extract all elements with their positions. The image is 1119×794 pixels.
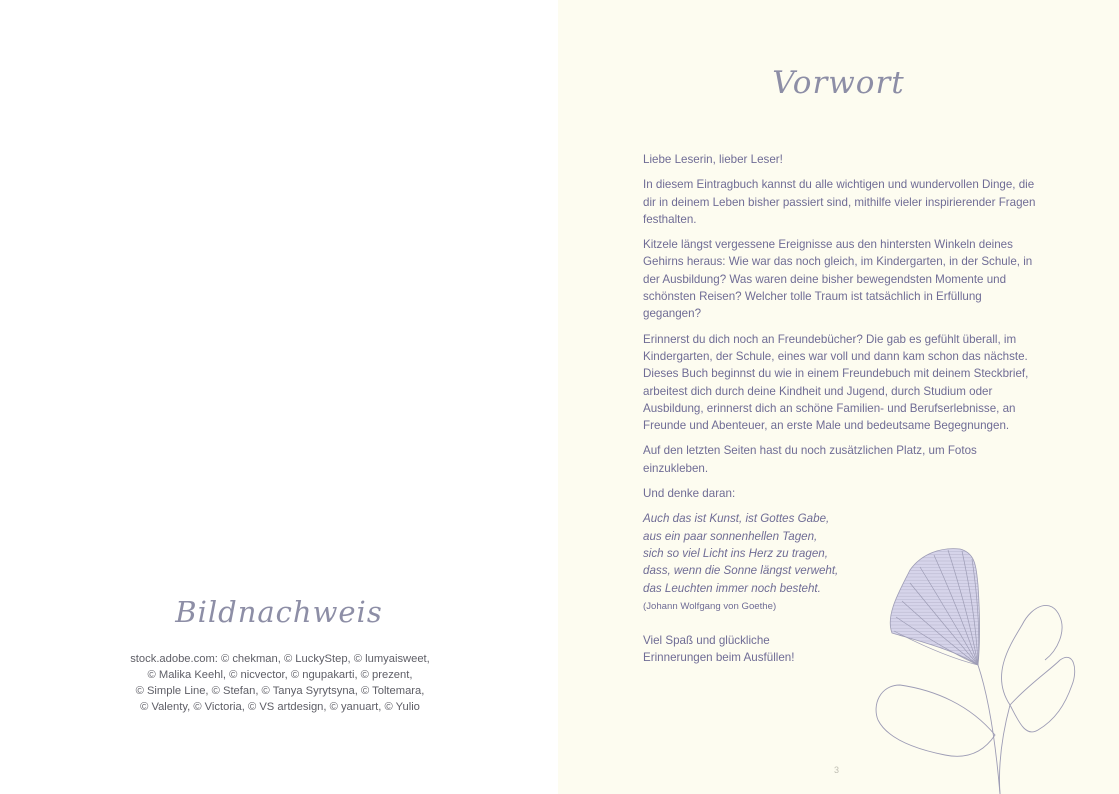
ginkgo-stem (978, 665, 1000, 794)
closing-line: Viel Spaß und glückliche (643, 634, 770, 648)
attribution: (Johann Wolfgang von Goethe) (643, 600, 777, 612)
ginkgo-stem (999, 705, 1010, 794)
poem-line: sich so viel Licht ins Herz zu tragen, (643, 546, 828, 560)
ginkgo-leaf-outline (1002, 605, 1063, 705)
page-number: 3 (834, 765, 840, 775)
poem-line: das Leuchten immer noch besteht. (643, 581, 821, 595)
ginkgo-leaf-outline (876, 685, 995, 756)
preface-title: Vorwort (772, 65, 905, 101)
greeting: Liebe Leserin, lieber Leser! (643, 153, 783, 166)
credits-title: Bildnachweis (175, 595, 383, 629)
paragraph: Und denke daran: (643, 487, 736, 501)
paragraph: In diesem Eintragbuch kannst du alle wichtigen und wundervollen Dinge, die dir in deinem Leben bisher passiert sind, mithilfe vieler inspirierender Fragen festhalten. (643, 178, 1036, 226)
credits-line: © Malika Keehl, © nicvector, © ngupakarti, © prezent, (147, 669, 413, 681)
credits-text (110, 651, 450, 715)
ginkgo-leaf-icon (860, 535, 1090, 794)
credits-line: © Valenty, © Victoria, © VS artdesign, © yanuart, © Yulio (140, 701, 420, 713)
poem-line: Auch das ist Kunst, ist Gottes Gabe, (643, 512, 830, 526)
credits-line: stock.adobe.com: © chekman, © LuckyStep, © lumyaisweet, (130, 653, 430, 665)
ginkgo-leaf-outline (1010, 657, 1075, 732)
paragraph: Erinnerst du dich noch an Freundebücher? Die gab es gefühlt überall, im Kindergarten, der Schule, eines war voll und dann kam schon das nächste. Dieses Buch beginnst du wie in einem Freundebuch mit deinem Steckbrief, arbeitest dich durch deine Kindheit und Jugend, durch Studium oder Ausbildung, erinnerst dich an schöne Familien- und Berufserlebnisse, an Freunde und Abenteuer, an erste Male und bedeutsame Begegnungen. (643, 332, 1029, 433)
poem-line: aus ein paar sonnenhellen Tagen, (643, 529, 818, 543)
closing-line: Erinnerungen beim Ausfüllen! (643, 651, 795, 665)
paragraph: Kitzele längst vergessene Ereignisse aus den hintersten Winkeln deines Gehirns heraus: Wie war das noch gleich, im Kindergarten, in der Schule, in der Ausbildung? Was waren deine bisher bewegendsten Momente und schönsten Reisen? Welcher tolle Traum ist tatsächlich in Erfüllung gegangen? (643, 238, 1033, 321)
credits-line: © Simple Line, © Stefan, © Tanya Syrytsyna, © Toltemara, (135, 685, 425, 697)
paragraph: Auf den letzten Seiten hast du noch zusätzlichen Platz, um Fotos einzukleben. (643, 444, 977, 475)
poem-line: dass, wenn die Sonne längst verweht, (643, 564, 839, 578)
